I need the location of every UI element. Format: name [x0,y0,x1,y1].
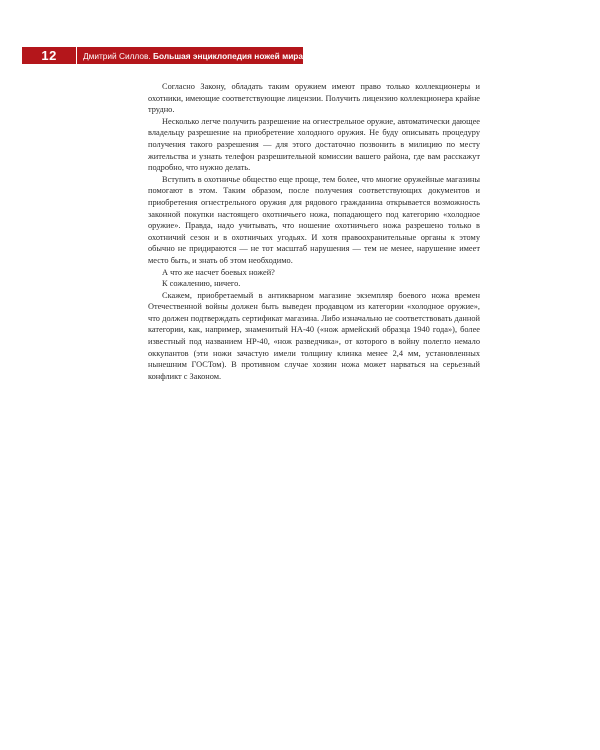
running-title [77,51,303,61]
page-number: 12 [41,48,57,63]
author-name: Дмитрий Силлов. [83,50,151,61]
page-header [22,47,303,64]
paragraph: Несколько легче получить разрешение на огнестрельное оружие, автоматически дающее владельцу разрешение на приобретение холодного оружия. Не буду описывать процедуру получения такого разрешения — для этого достаточно позвонить в милицию по месту жительства и узнать телефон разрешительной комиссии вашего района, где вам расскажут подробно, что нужно делать. [148,116,480,173]
text-body [148,81,480,382]
paragraph: К сожалению, ничего. [162,279,241,289]
book-title: Большая энциклопедия ножей мира [153,50,303,61]
paragraph: А что же насчет боевых ножей? [162,267,275,277]
paragraph: Вступить в охотничье общество еще проще, тем более, что многие оружейные магазины помогают в этом. Таким образом, после получения соответствующих документов и приобретения огнестрельного оружия для рядового гражданина открывается возможность законной покупки настоящего охотничьего ножа, попадающего под категорию «холодное оружие». Правда, надо учитывать, что ношение охотничьего ножа разрешено только в охотничий сезон и в охотничьих угодьях. И хотя правоохранительные органы к этому обычно не придираются — не тот масштаб нарушения — тем не менее, нарушение имеет место быть, и знать об этом необходимо. [148,174,480,265]
paragraph: Скажем, приобретаемый в антикварном магазине экземпляр боевого ножа времен Отечественной войны должен быть выведен продавцом из категории «холодное оружие», что должен подтверждать сертификат магазина. Либо изначально не соответствовать данной категории, как, например, знаменитый НА-40 («нож армейский образца 1940 года»), более известный под названием НР-40, «нож разведчика», от которого в войну полегло немало оккупантов (эти ножи зачастую имели толщину клинка менее 2,4 мм, установленных нынешним ГОСТом). В противном случае хозяин ножа может нарваться на серьезный конфликт с Законом. [148,290,480,381]
paragraph: Согласно Закону, обладать таким оружием имеют право только коллекционеры и охотники, имеющие соответствующие лицензии. Получить лицензию коллекционера крайне трудно. [148,82,480,115]
